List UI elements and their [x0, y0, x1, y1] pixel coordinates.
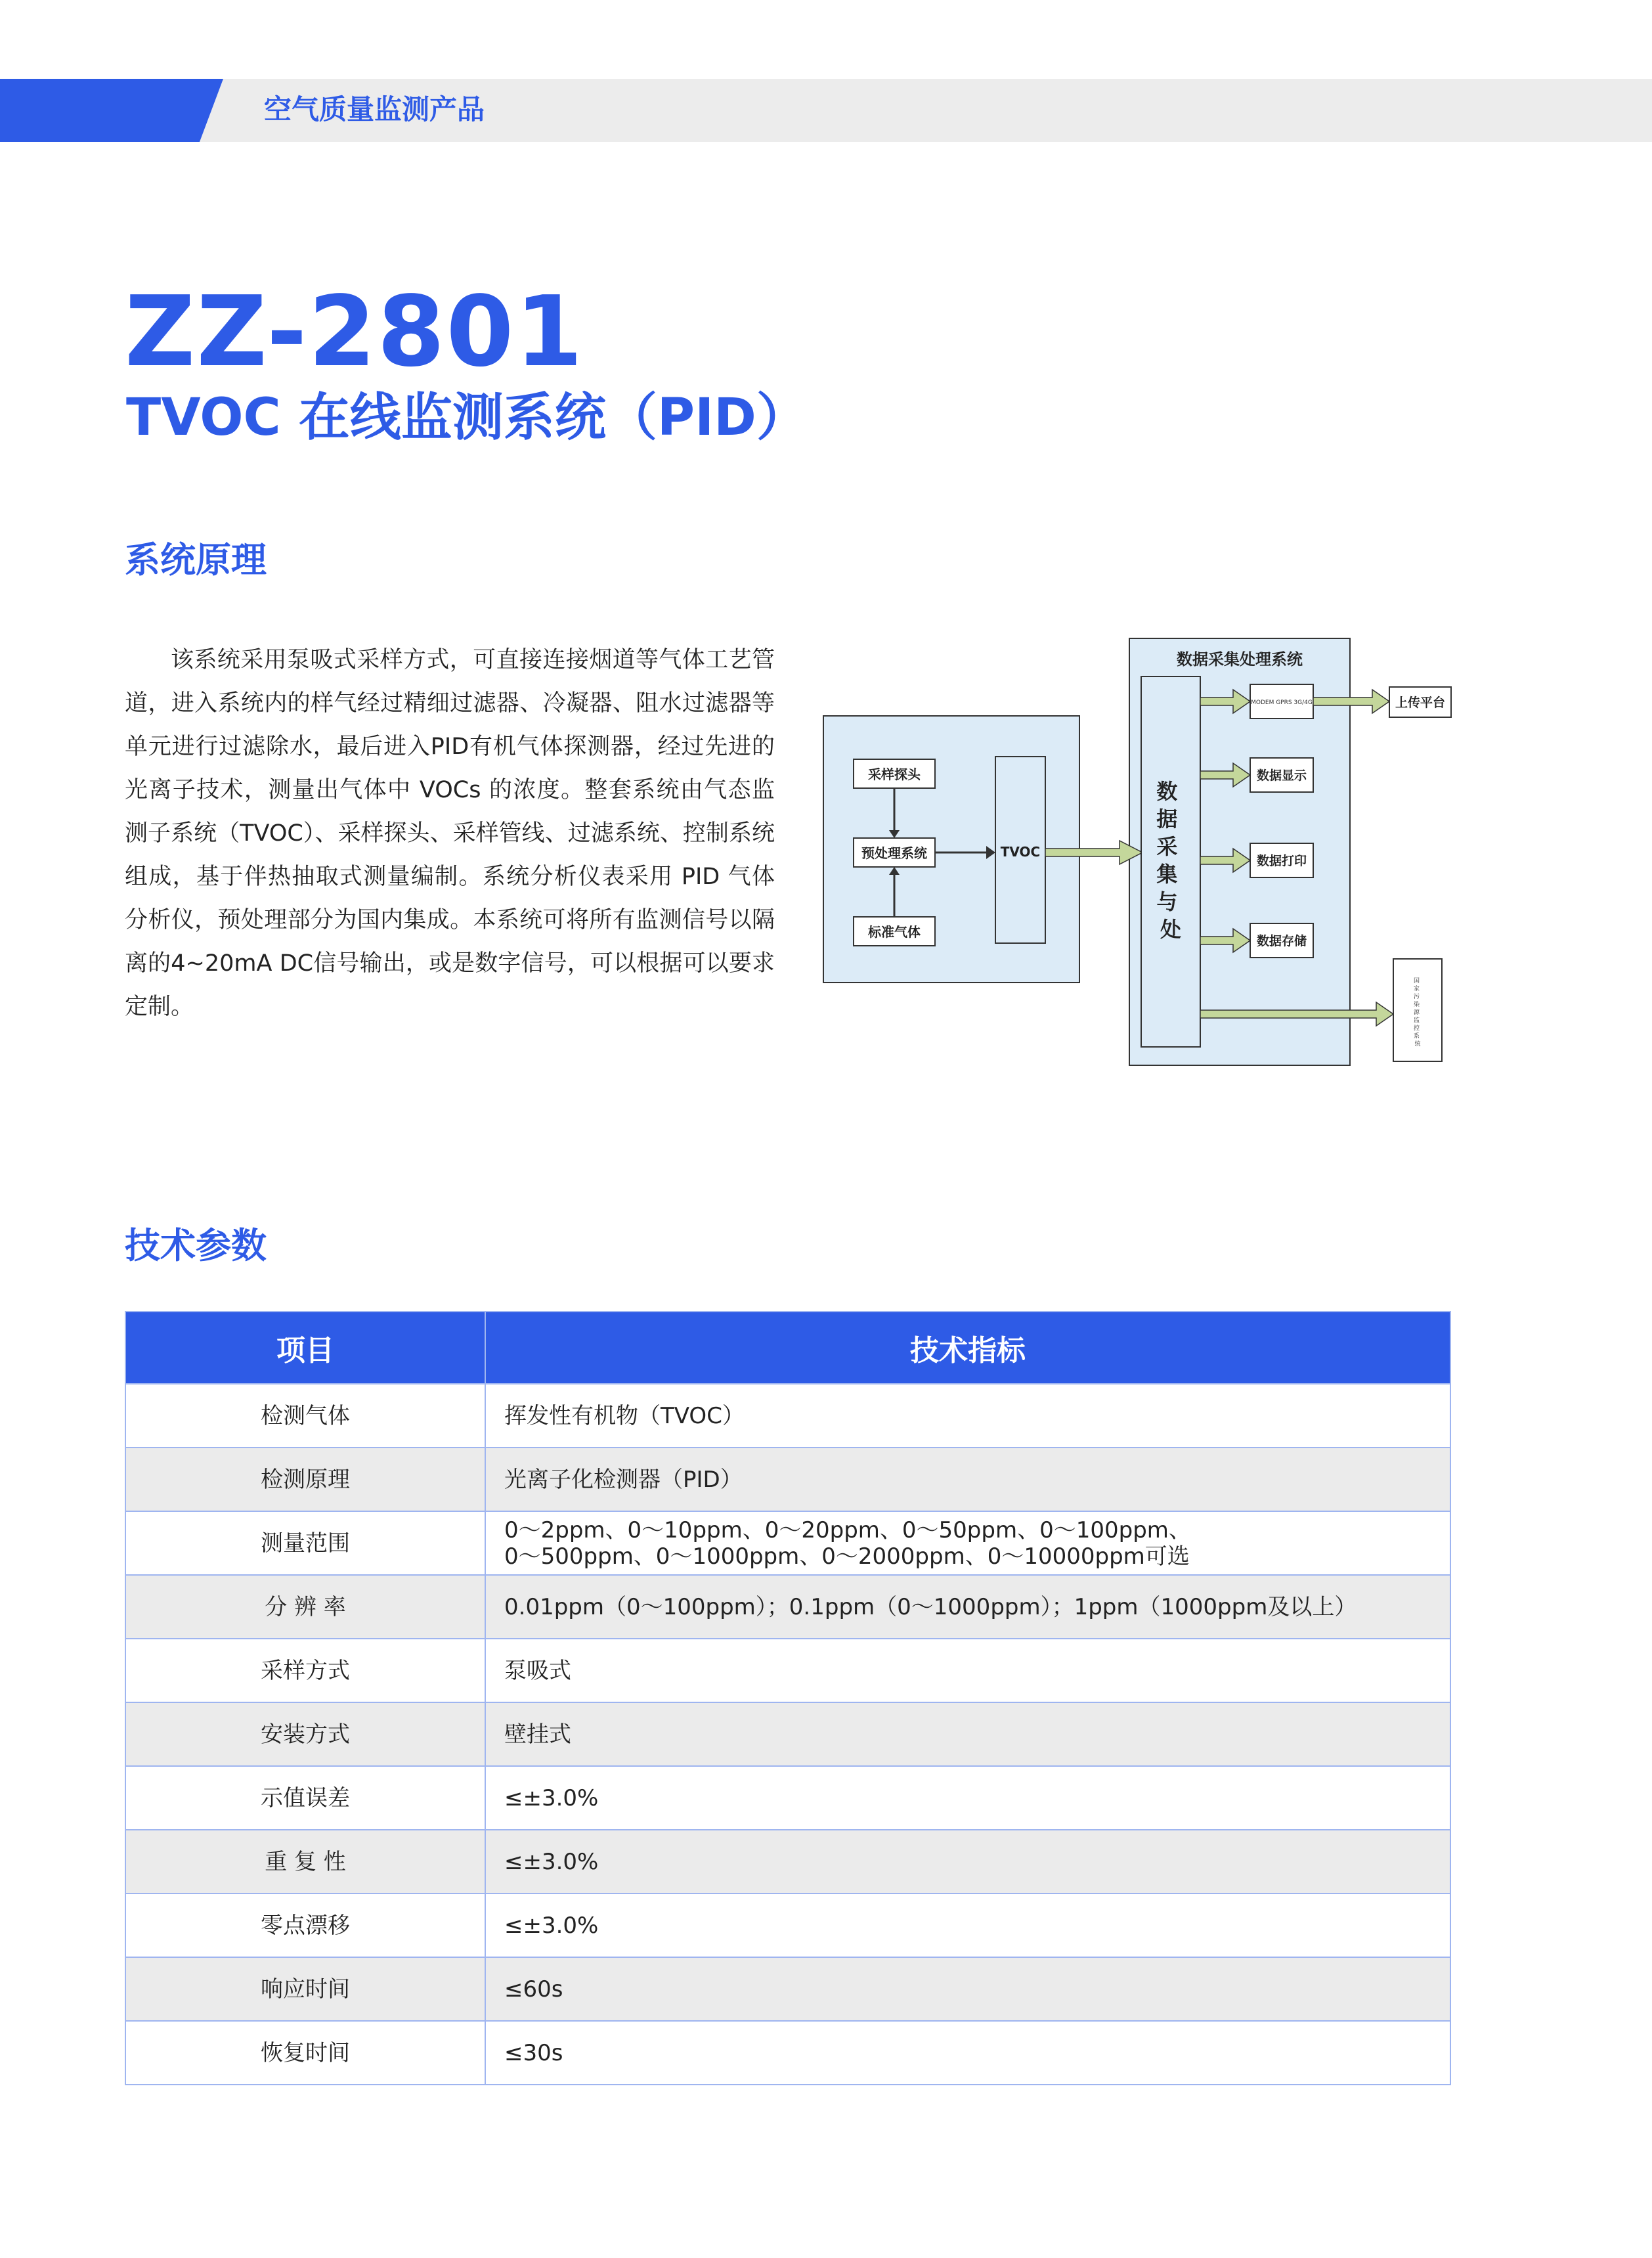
param-value: 0.01ppm（0～100ppm）；0.1ppm（0～1000ppm）；1ppm（1000ppm及以上） [485, 1575, 1450, 1639]
param-item: 响应时间 [125, 1957, 485, 2021]
param-item: 零点漂移 [125, 1893, 485, 1957]
table-row [125, 1448, 1450, 1511]
param-value: 泵吸式 [485, 1639, 1450, 1702]
pretreatment-label: 预处理系统 [861, 845, 927, 861]
param-value: 壁挂式 [485, 1702, 1450, 1766]
param-value: ≤30s [485, 2021, 1450, 2085]
standard-gas-label: 标准气体 [868, 924, 921, 940]
sampling-probe-label: 采样探头 [868, 766, 921, 782]
param-item: 示值误差 [125, 1766, 485, 1830]
banner-accent [0, 79, 223, 142]
table-row [125, 1893, 1450, 1957]
param-value: ≤60s [485, 1957, 1450, 2021]
param-item: 重 复 性 [125, 1830, 485, 1893]
param-item: 安装方式 [125, 1702, 485, 1766]
table-header-row [125, 1312, 1450, 1384]
external-system-label: 国 家 污 染 源 监 控 系 统 [1414, 978, 1421, 1048]
param-value: 挥发性有机物（TVOC） [485, 1384, 1450, 1448]
param-value: ≤±3.0% [485, 1830, 1450, 1893]
param-item: 分 辨 率 [125, 1575, 485, 1639]
param-item: 采样方式 [125, 1639, 485, 1702]
display-label: 数据显示 [1256, 768, 1307, 783]
param-item: 测量范围 [125, 1511, 485, 1575]
print-label: 数据打印 [1256, 854, 1307, 868]
table-row [125, 1384, 1450, 1448]
param-item: 检测原理 [125, 1448, 485, 1511]
table-row [125, 1511, 1450, 1575]
principle-paragraph: 该系统采用泵吸式采样方式，可直接连接烟道等气体工艺管道，进入系统内的样气经过精细过滤器、冷凝器、阻水过滤器等单元进行过滤除水，最后进入PID有机气体探测器，经过先进的光离子技术，测量出气体中 VOCs 的浓度。整套系统由气态监测子系统（TVOC）、采样探头、采样管线、过滤系统、控制系统组成，基于伴热抽取式测量编制。系统分析仪表采用 PID 气体分析仪，预处理部分为国内集成。本系统可将所有监测信号以隔离的4~20mA DC信号输出，或是数字信号，可以根据可以要求定制。 [125, 647, 775, 1020]
table-row [125, 1830, 1450, 1893]
column-header-item: 项目 [125, 1312, 485, 1384]
table-row [125, 1702, 1450, 1766]
param-value: ≤±3.0% [485, 1893, 1450, 1957]
table-row [125, 1639, 1450, 1702]
comm-module-label: MODEM GPRS 3G/4G [1251, 699, 1313, 706]
storage-label: 数据存储 [1256, 934, 1307, 948]
top-banner [0, 79, 1652, 142]
param-value: 0～2ppm、0～10ppm、0～20ppm、0～50ppm、0～100ppm、 0～500ppm、0～1000ppm、0～2000ppm、0～10000ppm可选 [485, 1511, 1450, 1575]
product-model: ZZ-2801 [125, 275, 584, 388]
system-diagram [821, 634, 1517, 1068]
table-row [125, 1766, 1450, 1830]
tvoc-analyzer-label: TVOC [1000, 844, 1041, 860]
upload-platform-label: 上传平台 [1395, 696, 1446, 710]
table-row [125, 1575, 1450, 1639]
product-subtitle: TVOC 在线监测系统（PID） [126, 388, 808, 447]
param-item: 恢复时间 [125, 2021, 485, 2085]
params-heading: 技术参数 [125, 1225, 267, 1266]
param-value: ≤±3.0% [485, 1766, 1450, 1830]
table-row [125, 1957, 1450, 2021]
params-table [125, 1311, 1451, 2085]
banner-label: 空气质量监测产品 [264, 93, 485, 125]
param-value: 光离子化检测器（PID） [485, 1448, 1450, 1511]
principle-heading: 系统原理 [125, 539, 267, 581]
table-row [125, 2021, 1450, 2085]
system-title: 数据采集处理系统 [1177, 650, 1303, 669]
processor-label: 数 据 采 集 与 处 [1156, 779, 1182, 942]
column-header-spec: 技术指标 [485, 1312, 1450, 1384]
param-item: 检测气体 [125, 1384, 485, 1448]
